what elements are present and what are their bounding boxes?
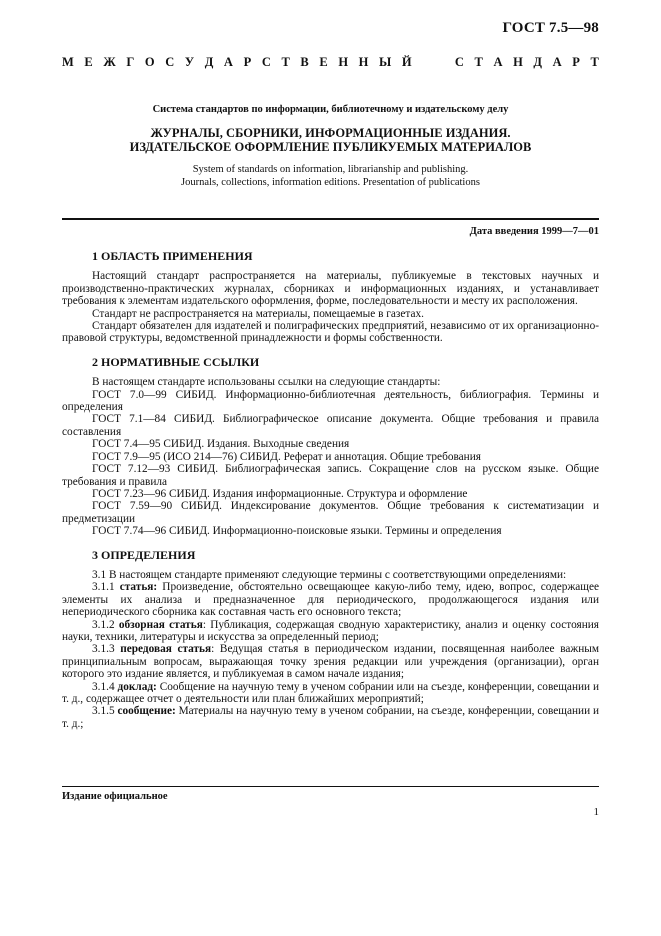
paragraph: Стандарт не распространяется на материалы, помещаемые в газетах.: [92, 307, 424, 320]
definition-text: : Ведущая статья в периодическом издании, посвященная наиболее важным принципиальным вопросам, выражающая точку зрения редакции или учреждения (организации), орган которого это издание является, и публикуемая в самом начале издания;: [62, 643, 599, 681]
banner-gap: [422, 55, 444, 70]
reference-item: ГОСТ 7.12—93 СИБИД. Библиографическая запись. Сокращение слов на русском языке. Общие требования и правила: [62, 463, 599, 488]
paragraph: Настоящий стандарт распространяется на материалы, публикуемые в текстовых научных и производственно-практических журналах, сборниках и информационных изданиях, и устанавливает требования к элементам издательского оформления, форме, последовательности и месту их расположения.: [62, 270, 599, 308]
reference-item: ГОСТ 7.74—96 СИБИД. Информационно-поисковые языки. Термины и определения: [92, 525, 502, 538]
banner-letter: Т: [474, 55, 483, 69]
banner-letter: Ы: [379, 55, 392, 69]
banner-letter: Т: [281, 55, 290, 69]
definition-text: : Публикация, содержащая сводную характеристику, анализ и оценку состояния науки, техники, литературы и искусства за определенный период;: [62, 618, 599, 643]
banner-letter: Р: [572, 55, 580, 69]
banner-letter: Д: [533, 55, 543, 69]
banner-letter: Г: [126, 55, 135, 69]
banner-letter: С: [261, 55, 271, 69]
banner-letter: Е: [319, 55, 328, 69]
paragraph: Стандарт обязателен для издателей и полиграфических предприятий, независимо от их организационно-правовой структуры, ведомственной принадлежности и формы собственности.: [62, 320, 599, 345]
definition-term: доклад:: [117, 680, 157, 693]
main-title-line: ИЗДАТЕЛЬСКОЕ ОФОРМЛЕНИЕ ПУБЛИКУЕМЫХ МАТЕРИАЛОВ: [129, 140, 532, 154]
definition-text: Сообщение на научную тему в ученом собрании или на съезде, конференции, совещании и т. д., содержащее отчет о деятельности или план ближайших мероприятий;: [62, 680, 600, 705]
reference-item: ГОСТ 7.59—90 СИБИД. Индексирование документов. Общие требования к систематизации и предметизации: [62, 500, 599, 525]
reference-item: ГОСТ 7.0—99 СИБИД. Информационно-библиотечная деятельность, библиография. Термины и определения: [62, 388, 599, 414]
gost-code: ГОСТ 7.5—98: [502, 20, 599, 36]
definition-item: [62, 619, 599, 644]
section-heading: 2 НОРМАТИВНЫЕ ССЫЛКИ: [92, 354, 260, 369]
english-title-line: System of standards on information, librarianship and publishing.: [192, 164, 469, 175]
definition-item: [62, 581, 599, 618]
banner-letter: Р: [243, 55, 252, 69]
definition-text: Материалы на научную тему в ученом собрании, на съезде, конференции, совещании и т. д.;: [62, 705, 599, 730]
banner-letter: А: [223, 55, 233, 69]
english-title: [0, 164, 661, 189]
section-heading: 1 ОБЛАСТЬ ПРИМЕНЕНИЯ: [92, 249, 253, 263]
definition-item: [62, 705, 599, 730]
page-number: 1: [593, 806, 599, 818]
banner-letter: С: [454, 55, 464, 69]
banner-letter: А: [552, 55, 562, 69]
definition-number: 3.1.2: [92, 618, 115, 631]
definition-term: передовая статья: [120, 643, 212, 656]
banner-letter: Н: [338, 55, 349, 69]
official-edition-label: Издание официальное: [62, 791, 168, 802]
definition-number: 3.1.3: [92, 643, 115, 656]
banner-letter: Н: [513, 55, 523, 69]
reference-item: ГОСТ 7.1—84 СИБИД. Библиографическое описание документа. Общие требования и правила составления: [62, 413, 599, 438]
banner-letter: Ж: [103, 55, 116, 69]
definition-number: 3.1.4: [92, 680, 115, 693]
banner-letter: О: [144, 55, 155, 69]
section-heading: 3 ОПРЕДЕЛЕНИЯ: [92, 547, 196, 562]
paragraph: В настоящем стандарте использованы ссылки на следующие стандарты:: [92, 376, 441, 389]
banner-letter: Е: [84, 55, 93, 69]
document-body: [62, 246, 599, 730]
introduction-date: Дата введения 1999—7—01: [469, 226, 599, 237]
banner-letter: А: [493, 55, 503, 69]
banner-letter: Н: [358, 55, 369, 69]
interstate-standard-banner: [62, 55, 599, 70]
definition-term: статья:: [119, 581, 158, 594]
banner-letter: У: [184, 55, 195, 69]
main-title: [0, 126, 661, 154]
banner-letter: Д: [204, 55, 214, 69]
definition-term: сообщение:: [117, 705, 176, 718]
paragraph: 3.1 В настоящем стандарте применяют следующие термины с соответствующими определениями:: [92, 568, 567, 581]
english-title-line: Journals, collections, information editions. Presentation of publications: [181, 176, 480, 188]
definition-text: Произведение, обстоятельно освещающее какую-либо тему, идею, вопрос, содержащее элементы их анализа и предназначенное для периодического, продолжающегося издания или непериодического сборника как составная часть его основного текста;: [62, 581, 600, 619]
reference-item: ГОСТ 7.4—95 СИБИД. Издания. Выходные сведения: [92, 438, 350, 451]
banner-letter: Й: [401, 55, 412, 69]
banner-letter: М: [62, 55, 74, 69]
banner-letter: Т: [590, 55, 599, 69]
header-divider: [62, 218, 599, 220]
system-title: Система стандартов по информации, библиотечному и издательскому делу: [152, 104, 509, 115]
reference-item: ГОСТ 7.23—96 СИБИД. Издания информационные. Структура и оформление: [92, 487, 468, 500]
definition-item: [62, 681, 599, 706]
definition-item: [62, 643, 599, 680]
footer-divider: [62, 786, 599, 787]
definition-number: 3.1.5: [92, 705, 115, 718]
banner-letter: С: [165, 55, 175, 69]
definition-number: 3.1.1: [92, 581, 115, 594]
banner-letter: В: [300, 55, 309, 69]
main-title-line: ЖУРНАЛЫ, СБОРНИКИ, ИНФОРМАЦИОННЫЕ ИЗДАНИЯ.: [150, 126, 511, 140]
reference-item: ГОСТ 7.9—95 (ИСО 214—76) СИБИД. Реферат и аннотация. Общие требования: [92, 450, 481, 463]
definition-term: обзорная статья: [118, 618, 203, 631]
